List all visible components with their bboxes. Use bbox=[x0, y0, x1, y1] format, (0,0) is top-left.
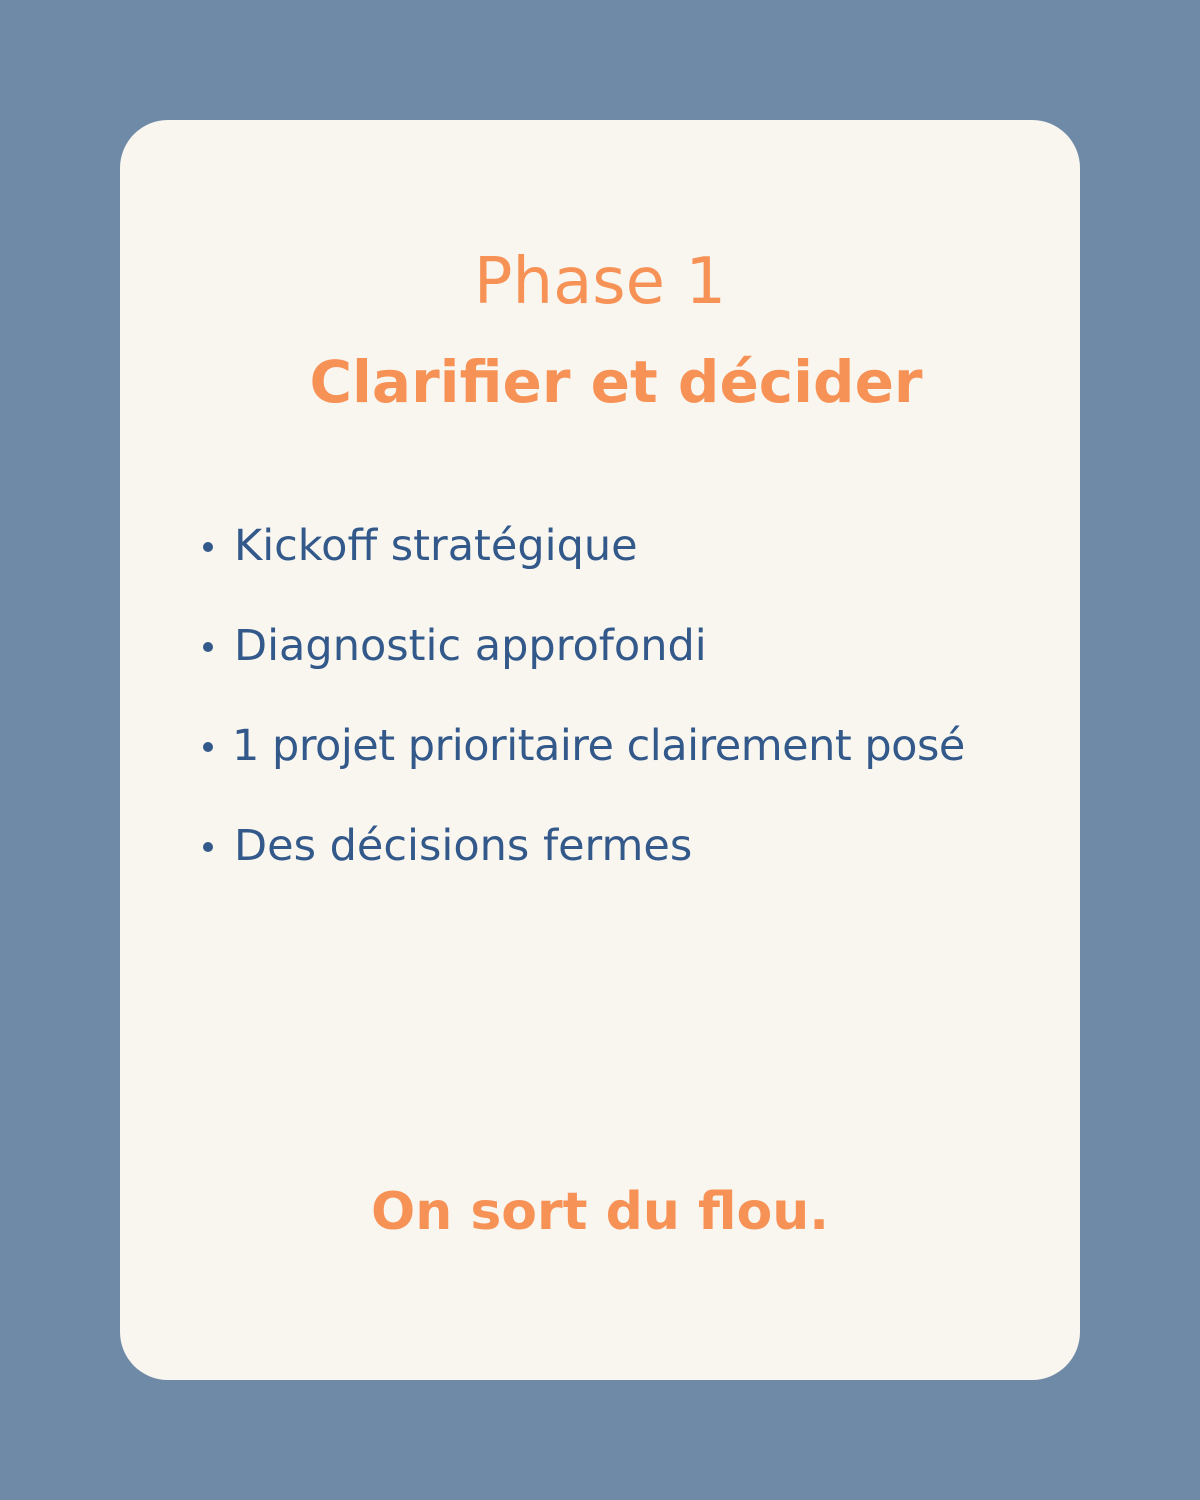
tagline: On sort du flou. bbox=[371, 1182, 829, 1242]
bullet-dot-icon bbox=[203, 842, 213, 852]
bullet-dot-icon bbox=[203, 542, 213, 552]
bullet-dot-icon bbox=[203, 742, 213, 752]
phase-title: Clarifier et décider bbox=[309, 348, 923, 416]
phase-label: Phase 1 bbox=[473, 245, 727, 319]
list-item-text: Des décisions fermes bbox=[234, 821, 693, 871]
list-item-text: Diagnostic approfondi bbox=[234, 621, 707, 671]
bullet-dot-icon bbox=[203, 642, 213, 652]
list-item-text: 1 projet prioritaire clairement posé bbox=[232, 721, 965, 771]
list-item-text: Kickoff stratégique bbox=[234, 521, 638, 571]
